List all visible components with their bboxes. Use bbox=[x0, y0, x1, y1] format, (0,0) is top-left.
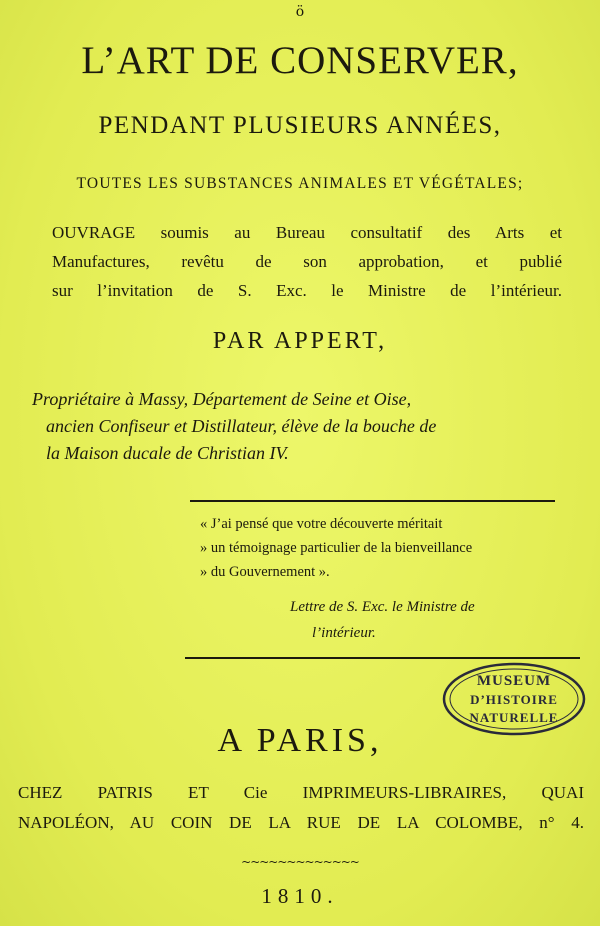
author-description-line-1: Propriétaire à Massy, Département de Seine et Oise, bbox=[32, 389, 412, 409]
author-description-line-3: la Maison ducale de Christian IV. bbox=[46, 443, 289, 463]
author-description bbox=[32, 386, 562, 467]
publisher-info bbox=[18, 778, 584, 838]
quotation-line-3: » du Gouvernement ». bbox=[200, 564, 330, 580]
book-title: L’ART DE CONSERVER, bbox=[81, 39, 519, 82]
ouvrage-description bbox=[52, 218, 562, 305]
subtitle-substances: TOUTES LES SUBSTANCES ANIMALES ET VÉGÉTALES; bbox=[76, 175, 524, 192]
quotation-line-2: » un témoignage particulier de la bienveillance bbox=[200, 540, 473, 556]
ouvrage-line-3: sur l’invitation de S. Exc. le Ministre de l’intérieur. bbox=[52, 281, 562, 300]
city: A PARIS, bbox=[217, 722, 383, 759]
quotation bbox=[200, 512, 560, 584]
divider-top bbox=[190, 500, 555, 502]
stamp-line-1: MUSEUM bbox=[476, 673, 552, 689]
divider-bottom bbox=[185, 657, 580, 659]
decorative-separator: ~~~~~~~~~~~~~ bbox=[241, 855, 359, 869]
publisher-line-2: NAPOLÉON, AU COIN DE LA RUE DE LA COLOMBE, n° 4. bbox=[18, 813, 584, 832]
quotation-line-1: « J’ai pensé que votre découverte méritait bbox=[200, 516, 443, 532]
attribution-line-2: l’intérieur. bbox=[312, 625, 376, 641]
stamp-line-3: NATURELLE bbox=[469, 710, 559, 725]
attribution-line-1: Lettre de S. Exc. le Ministre de bbox=[290, 599, 475, 615]
ouvrage-line-1: OUVRAGE soumis au Bureau consultatif des Arts et bbox=[52, 223, 562, 242]
stamp-line-2: D’HISTOIRE bbox=[470, 692, 558, 707]
ornament: ö bbox=[295, 4, 305, 20]
quotation-attribution bbox=[290, 594, 560, 646]
author-description-line-2: ancien Confiseur et Distillateur, élève de la bouche de bbox=[46, 416, 437, 436]
publication-year: 1810. bbox=[261, 884, 339, 908]
author-line: PAR APPERT, bbox=[212, 328, 388, 354]
publisher-line-1: CHEZ PATRIS ET Cie IMPRIMEURS-LIBRAIRES, QUAI bbox=[18, 783, 584, 802]
book-subtitle: PENDANT PLUSIEURS ANNÉES, bbox=[98, 112, 502, 139]
ouvrage-line-2: Manufactures, revêtu de son approbation, et publié bbox=[52, 252, 562, 271]
